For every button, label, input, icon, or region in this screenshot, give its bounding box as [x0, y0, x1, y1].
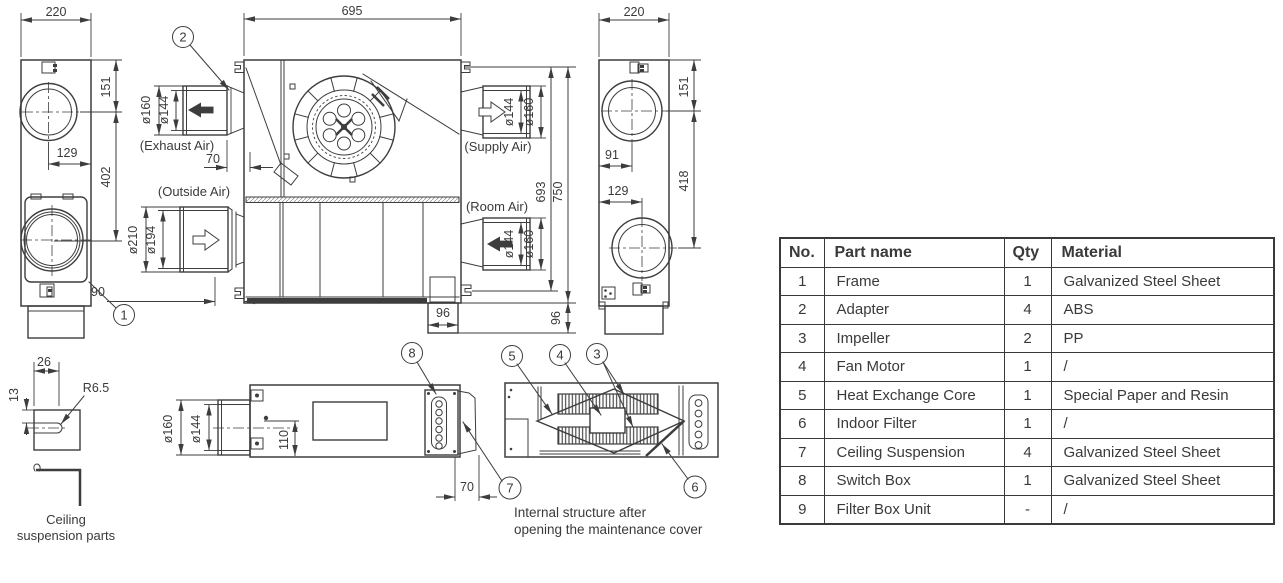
cell-material: Special Paper and Resin	[1051, 381, 1274, 410]
suspension-hook	[36, 470, 80, 506]
ceiling-suspension-detail	[7, 355, 116, 543]
parts-table-row	[780, 467, 1274, 496]
parts-table-row	[780, 438, 1274, 467]
parts-header-qty: Qty	[1004, 238, 1051, 267]
balloon-2-label: 2	[179, 29, 187, 45]
cell-qty: 1	[1004, 353, 1051, 382]
dim-height-96: 96	[549, 311, 563, 325]
outside-flow-arrow-icon	[193, 230, 219, 250]
parts-header-no: No.	[780, 238, 824, 267]
cell-no: 7	[780, 438, 824, 467]
dim-span-418: 418	[677, 170, 691, 192]
cell-no: 2	[780, 296, 824, 325]
cell-part-name: Heat Exchange Core	[824, 381, 1004, 410]
cell-no: 5	[780, 381, 824, 410]
dim-height-693: 693	[534, 181, 548, 203]
outside-air-label: (Outside Air)	[157, 184, 231, 199]
cell-part-name: Impeller	[824, 324, 1004, 353]
exhaust-air-port	[139, 86, 273, 172]
dim-bottom-dia160: ø160	[161, 414, 175, 444]
balloon-4-label: 4	[556, 347, 564, 363]
cell-no: 3	[780, 324, 824, 353]
balloon-8-label: 8	[408, 345, 416, 361]
cell-material: Galvanized Steel Sheet	[1051, 267, 1274, 296]
dim-height-110: 110	[277, 430, 291, 450]
dim-span-402: 402	[99, 166, 113, 188]
exhaust-flow-arrow-icon	[188, 103, 214, 118]
supply-air-port	[461, 86, 546, 154]
cell-material: /	[1051, 495, 1274, 524]
cell-qty: 4	[1004, 296, 1051, 325]
dim-height-13: 13	[7, 388, 21, 402]
cell-part-name: Adapter	[824, 296, 1004, 325]
balloon-1-label: 1	[120, 307, 128, 323]
dim-exhaust-dia160: ø160	[139, 95, 153, 125]
dim-supply-dia144: ø144	[502, 97, 516, 127]
cell-no: 9	[780, 495, 824, 524]
dim-width-220: 220	[45, 5, 67, 19]
ceiling-caption-line1: Ceiling	[46, 512, 86, 527]
internal-caption-line1: Internal structure after	[514, 505, 647, 520]
dim-tab-96: 96	[436, 306, 450, 320]
room-air-label: (Room Air)	[465, 199, 529, 214]
cell-material: /	[1051, 353, 1274, 382]
dim-offset-70-bottom: 70	[460, 480, 474, 494]
fan-motor	[590, 408, 625, 433]
balloon-7-label: 7	[506, 480, 514, 496]
dim-offset-90: 90	[91, 285, 105, 299]
supply-air-label: (Supply Air)	[464, 139, 532, 154]
cell-part-name: Fan Motor	[824, 353, 1004, 382]
dim-room-dia144: ø144	[502, 229, 516, 259]
cell-material: Galvanized Steel Sheet	[1051, 438, 1274, 467]
cell-part-name: Filter Box Unit	[824, 495, 1004, 524]
dim-height-750: 750	[551, 181, 565, 203]
dim-width-26: 26	[37, 355, 51, 369]
dim-outside-dia210: ø210	[126, 225, 140, 255]
bottom-side-view	[161, 343, 521, 502]
dim-offset-151-right: 151	[677, 76, 691, 98]
cell-qty: 1	[1004, 267, 1051, 296]
cell-qty: 1	[1004, 381, 1051, 410]
parts-table	[779, 237, 1275, 525]
left-side-view	[20, 5, 135, 338]
cell-qty: 1	[1004, 410, 1051, 439]
room-air-port	[461, 199, 546, 270]
dim-bottom-dia144: ø144	[189, 414, 203, 444]
parts-table-header-row	[780, 238, 1274, 267]
cell-no: 8	[780, 467, 824, 496]
dim-offset-151: 151	[99, 76, 113, 98]
dim-width-220-right: 220	[623, 5, 645, 19]
cell-material: Galvanized Steel Sheet	[1051, 467, 1274, 496]
dim-offset-129-right: 129	[607, 184, 629, 198]
dim-outside-dia194: ø194	[144, 225, 158, 255]
parts-table-row	[780, 353, 1274, 382]
fan-impeller	[284, 74, 459, 182]
dim-exhaust-dia144: ø144	[157, 95, 171, 125]
front-view	[91, 4, 576, 333]
ceiling-caption-line2: suspension parts	[16, 528, 116, 543]
cell-part-name: Frame	[824, 267, 1004, 296]
cell-part-name: Ceiling Suspension	[824, 438, 1004, 467]
cell-qty: -	[1004, 495, 1051, 524]
internal-structure-view	[502, 344, 719, 538]
dim-offset-91: 91	[605, 148, 619, 162]
cell-material: ABS	[1051, 296, 1274, 325]
dim-radius-r65: R6.5	[82, 381, 110, 395]
cell-material: /	[1051, 410, 1274, 439]
dim-offset-129: 129	[56, 146, 78, 160]
cell-no: 1	[780, 267, 824, 296]
cell-qty: 2	[1004, 324, 1051, 353]
internal-caption-line2: opening the maintenance cover	[514, 522, 703, 537]
parts-table-row	[780, 267, 1274, 296]
dim-width-695: 695	[341, 4, 363, 18]
parts-header-material: Material	[1051, 238, 1274, 267]
balloon-6-label: 6	[691, 479, 699, 495]
cell-part-name: Indoor Filter	[824, 410, 1004, 439]
parts-table-row	[780, 381, 1274, 410]
exhaust-air-label: (Exhaust Air)	[139, 138, 215, 153]
cell-no: 6	[780, 410, 824, 439]
cell-qty: 4	[1004, 438, 1051, 467]
dim-offset-70: 70	[206, 152, 220, 166]
balloon-3-label: 3	[593, 346, 601, 362]
right-side-view	[599, 5, 701, 334]
parts-header-partname: Part name	[824, 238, 1004, 267]
dim-room-dia160: ø160	[522, 229, 536, 259]
cell-qty: 1	[1004, 467, 1051, 496]
parts-table-row	[780, 495, 1274, 524]
parts-table-row	[780, 324, 1274, 353]
parts-table-row	[780, 296, 1274, 325]
cell-no: 4	[780, 353, 824, 382]
dim-supply-dia160: ø160	[522, 97, 536, 127]
parts-table-row	[780, 410, 1274, 439]
cell-part-name: Switch Box	[824, 467, 1004, 496]
cell-material: PP	[1051, 324, 1274, 353]
switch-box	[425, 390, 458, 455]
balloon-5-label: 5	[508, 348, 516, 364]
